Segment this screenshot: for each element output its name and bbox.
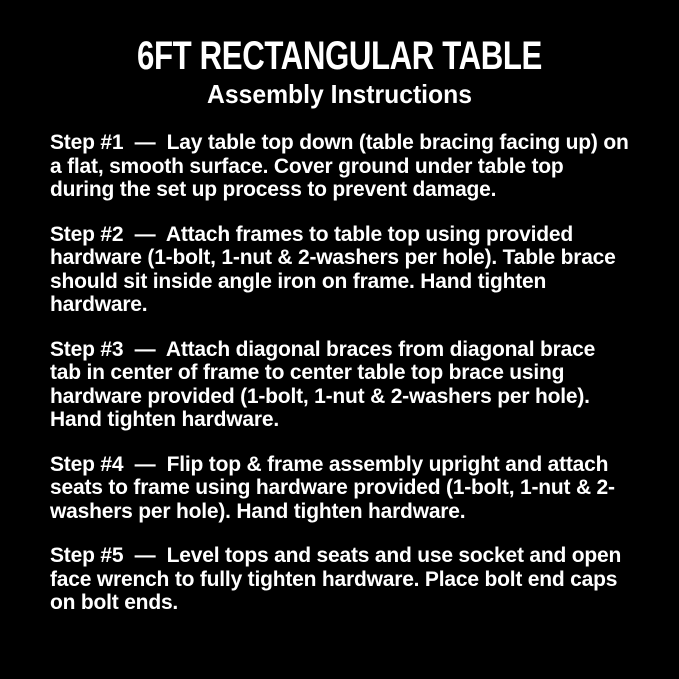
step-5-text: Step #5 — Level tops and seats and use socket and open face wrench to fully tighten hardware. Place bolt end caps on bolt ends. [50, 544, 627, 614]
step-3-text: Step #3 — Attach diagonal braces from diagonal brace tab in center of frame to center table top brace using hardware provided (1-bolt, 1-nut & 2-washers per hole). Hand tighten hardware. [50, 337, 601, 431]
step-4-text: Step #4 — Flip top & frame assembly upright and attach seats to frame using hardware provided (1-bolt, 1-nut & 2-washers per hole). Hand tighten hardware. [50, 452, 615, 523]
step-1-text: Step #1 — Lay table top down (table bracing facing up) on a flat, smooth surface. Cover ground under table top during the set up process to prevent damage. [50, 131, 635, 201]
page-title: 6FT RECTANGULAR TABLE [137, 34, 542, 78]
steps-list [0, 131, 679, 615]
page-subtitle: Assembly Instructions [207, 79, 472, 109]
step-2-text: Step #2 — Attach frames to table top using provided hardware (1-bolt, 1-nut & 2-washers per hole). Table brace should sit inside angle iron on frame. Hand tighten hardware. [50, 222, 622, 316]
